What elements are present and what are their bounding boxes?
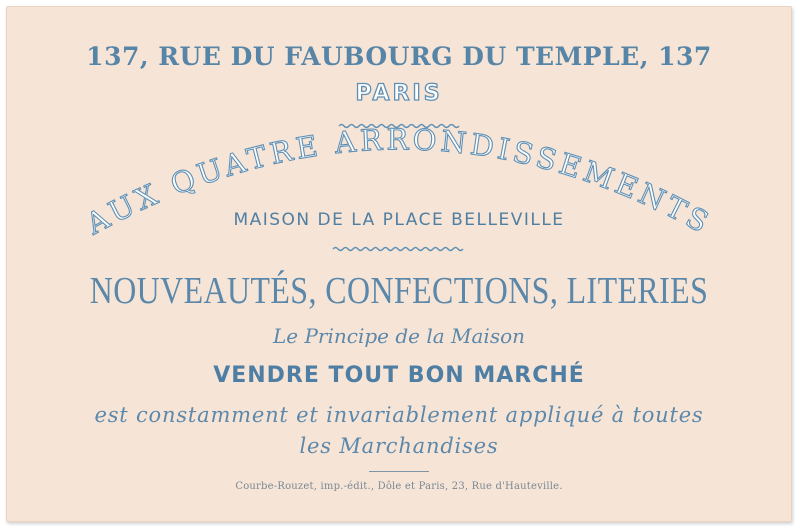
- shop-name: AUX QUATRE ARRONDISSEMENTS: [80, 122, 718, 242]
- goods-heading: NOUVEAUTÉS, CONFECTIONS, LITERIES: [89, 270, 709, 312]
- motto-text: VENDRE TOUT BON MARCHÉ: [213, 363, 585, 388]
- wave-divider-middle: [6, 243, 792, 255]
- statement-line-2: les Marchandises: [299, 434, 499, 458]
- trade-card: [6, 6, 792, 522]
- printer-imprint: Courbe-Rouzet, imp.-édit., Dôle et Paris, 23, Rue d'Hauteville.: [235, 481, 563, 492]
- shop-subtitle: MAISON DE LA PLACE BELLEVILLE: [233, 210, 565, 230]
- address-line: 137, RUE DU FAUBOURG DU TEMPLE, 137: [86, 42, 712, 71]
- imprint-rule: [369, 471, 429, 472]
- statement-line-1: est constamment et invariablement appliqué à toutes: [94, 403, 704, 427]
- principle-text: Le Principe de la Maison: [272, 324, 526, 348]
- city-name: PARIS: [355, 81, 443, 106]
